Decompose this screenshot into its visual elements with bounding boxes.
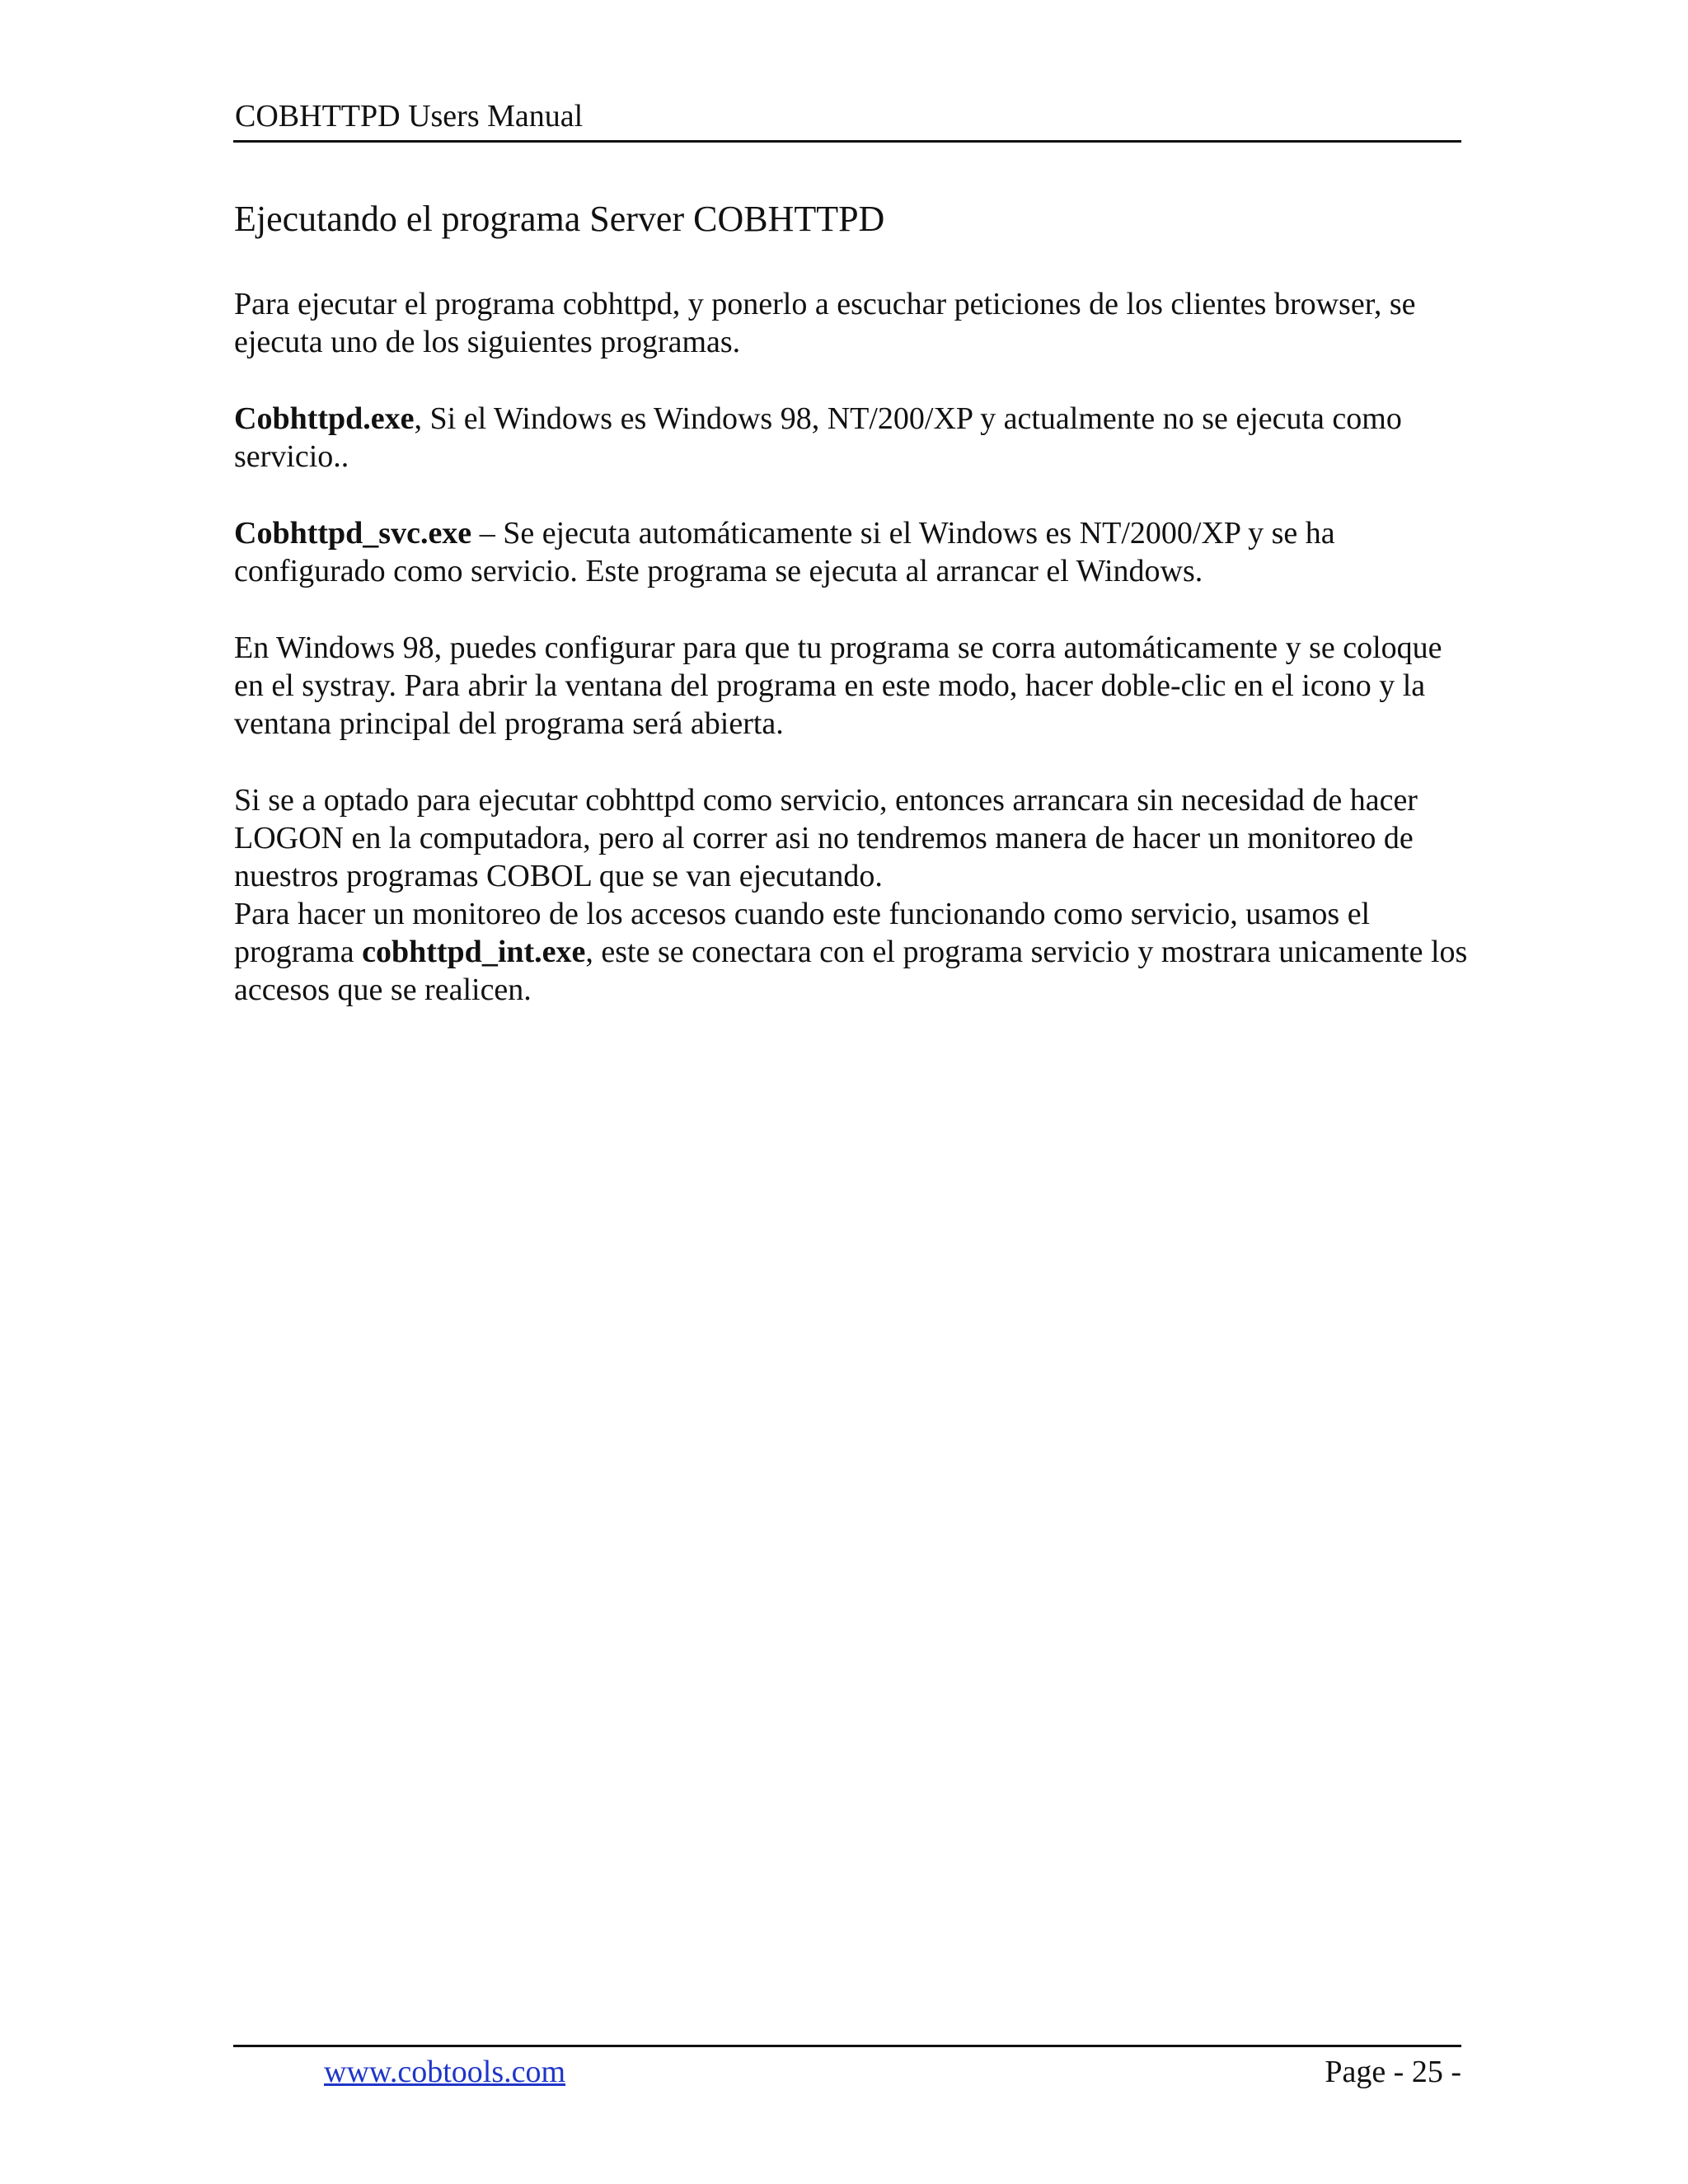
page-footer bbox=[233, 2045, 1461, 2097]
website-link[interactable]: www.cobtools.com bbox=[324, 2055, 566, 2089]
term-cobhttpd-int-exe: cobhttpd_int.exe bbox=[362, 935, 586, 969]
header-title: COBHTTPD Users Manual bbox=[235, 99, 584, 134]
paragraph-intro bbox=[234, 285, 1470, 361]
paragraph-monitoring-post: , este se conectara con el programa servicio y mostrara unicamente los accesos que se realicen. bbox=[234, 935, 1468, 1007]
paragraph-monitoring-pre: Para hacer un monitoreo de los accesos cuando este funcionando como servicio, usamos el programa bbox=[234, 897, 1371, 969]
section-title: Ejecutando el programa Server COBHTTPD bbox=[234, 199, 885, 239]
term-cobhttpd-svc-exe: Cobhttpd_svc.exe bbox=[234, 516, 472, 551]
paragraph-cobhttpd-svc-exe bbox=[234, 514, 1470, 590]
paragraph-windows-98 bbox=[234, 629, 1470, 743]
paragraph-service bbox=[234, 781, 1470, 895]
paragraph-windows-98-text: En Windows 98, puedes configurar para que tu programa se corra automáticamente y se coloque en el systray. Para abrir la ventana del programa en este modo, hacer doble-clic en el icono y la ventana principal del programa será abierta. bbox=[234, 630, 1442, 741]
page-content bbox=[234, 194, 1470, 1047]
paragraph-cobhttpd-exe bbox=[234, 400, 1470, 476]
page-header bbox=[233, 96, 1461, 143]
page-number: Page - 25 - bbox=[1325, 2055, 1461, 2089]
paragraph-intro-text: Para ejecutar el programa cobhttpd, y ponerlo a escuchar peticiones de los clientes browser, se ejecuta uno de los siguientes programas. bbox=[234, 287, 1416, 359]
term-cobhttpd-exe: Cobhttpd.exe bbox=[234, 401, 415, 436]
paragraph-monitoring bbox=[234, 895, 1470, 1009]
paragraph-cobhttpd-svc-exe-text: – Se ejecuta automáticamente si el Windows es NT/2000/XP y se ha configurado como servicio. Este programa se ejecuta al arrancar el Windows. bbox=[234, 516, 1335, 588]
paragraph-service-text: Si se a optado para ejecutar cobhttpd como servicio, entonces arrancara sin necesidad de hacer LOGON en la computadora, pero al correr asi no tendremos manera de hacer un monitoreo de nuestros programas COBOL que se van ejecutando. bbox=[234, 783, 1418, 893]
paragraph-cobhttpd-exe-text: , Si el Windows es Windows 98, NT/200/XP y actualmente no se ejecuta como servicio.. bbox=[234, 401, 1402, 474]
